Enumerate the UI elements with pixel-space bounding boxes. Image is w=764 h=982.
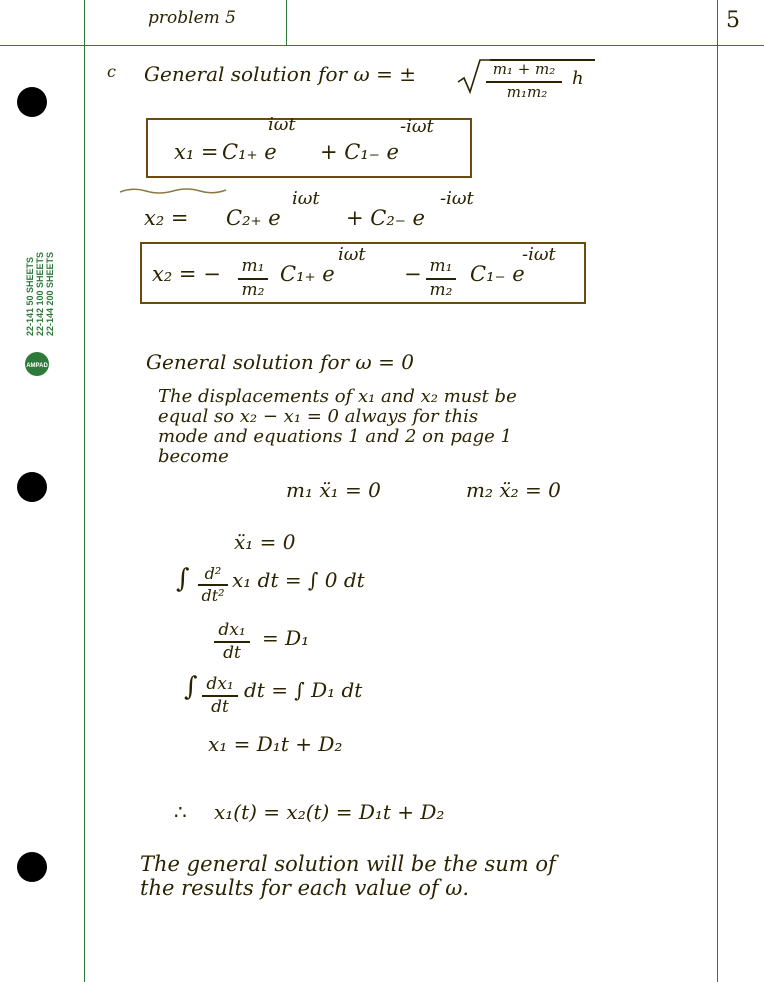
step4-num: dx₁	[206, 674, 234, 694]
left-margin-rule	[84, 0, 85, 982]
zero-mode-paragraph-line-3: mode and equations 1 and 2 on page 1	[158, 426, 512, 447]
step2-rest: x₁ dt = ∫ 0 dt	[232, 568, 365, 592]
box2-frac1-den: m₂	[241, 280, 265, 300]
box2-term1: C₁₊ e	[280, 262, 335, 286]
zero-mode-paragraph-line-2: equal so x₂ − x₁ = 0 always for this	[158, 406, 479, 427]
therefore-symbol: ∴	[174, 800, 187, 824]
x1-lhs: x₁ =	[174, 140, 219, 164]
box2-frac2-num: m₁	[429, 256, 453, 276]
print-line-1: 22-141 50 SHEETS	[25, 256, 35, 336]
step3-num: dx₁	[218, 620, 246, 640]
step-acceleration-zero: ẍ₁ = 0	[234, 530, 296, 554]
binder-hole-bottom	[17, 852, 47, 882]
step2-integral-sign: ∫	[176, 564, 190, 594]
x1-term2: + C₁₋ e	[320, 140, 399, 164]
box2-exp1: iωt	[338, 244, 366, 265]
step2-den: dt²	[201, 586, 225, 605]
x2-term2: + C₂₋ e	[346, 206, 425, 230]
step3-den: dt	[223, 643, 241, 663]
step4-den: dt	[211, 697, 229, 717]
zero-mode-result: x₁(t) = x₂(t) = D₁t + D₂	[214, 800, 445, 824]
sheet-count-print	[19, 236, 67, 386]
header-divider-rule	[286, 0, 287, 45]
right-margin-rule	[717, 0, 718, 982]
x2-exp2: -iωt	[440, 188, 474, 209]
box2-lhs: x₂ = −	[152, 262, 221, 286]
page-number: 5	[726, 8, 740, 33]
binder-hole-middle	[17, 472, 47, 502]
sqrt-tail: h	[572, 68, 584, 89]
equation-m1: m₁ ẍ₁ = 0	[286, 478, 381, 502]
brand-label: AMPAD	[26, 363, 48, 369]
step3-rest: = D₁	[262, 626, 310, 650]
underline-squiggle-icon	[118, 186, 228, 196]
step4-integral-sign: ∫	[184, 672, 198, 702]
x1-exp2: -iωt	[400, 116, 434, 137]
zero-mode-paragraph-line-4: become	[158, 446, 229, 467]
box2-frac2-den: m₂	[429, 280, 453, 300]
binder-hole-top	[17, 87, 47, 117]
zero-mode-paragraph-line-1: The displacements of x₁ and x₂ must be	[158, 386, 517, 407]
top-margin-rule	[0, 45, 764, 46]
print-line-2: 22-142 100 SHEETS	[35, 251, 45, 336]
sqrt-numerator: m₁ + m₂	[492, 60, 556, 78]
sqrt-denominator: m₁m₂	[506, 83, 548, 101]
zero-mode-heading: General solution for ω = 0	[146, 350, 414, 374]
part-label: c	[107, 62, 116, 81]
equation-m2: m₂ ẍ₂ = 0	[466, 478, 561, 502]
page-title: problem 5	[148, 8, 236, 28]
step4-rest: dt = ∫ D₁ dt	[244, 678, 363, 702]
general-solution-heading: General solution for ω = ±	[144, 62, 416, 86]
box2-exp2: -iωt	[522, 244, 556, 265]
x1-term1: C₁₊ e	[222, 140, 277, 164]
conclusion-line-2: the results for each value of ω.	[140, 876, 470, 900]
conclusion-line-1: The general solution will be the sum of	[140, 852, 556, 876]
step5-position: x₁ = D₁t + D₂	[208, 732, 343, 756]
box2-minus: −	[404, 262, 422, 286]
sheet-count-graphic	[19, 236, 67, 386]
box2-term2: C₁₋ e	[470, 262, 525, 286]
x2-exp1: iωt	[292, 188, 320, 209]
x1-exp1: iωt	[268, 114, 296, 135]
print-line-3: 22-144 200 SHEETS	[45, 251, 55, 336]
x2-lhs: x₂ =	[144, 206, 189, 230]
box2-frac1-num: m₁	[241, 256, 265, 276]
step2-num: d²	[204, 564, 222, 583]
x2-term1: C₂₊ e	[226, 206, 281, 230]
